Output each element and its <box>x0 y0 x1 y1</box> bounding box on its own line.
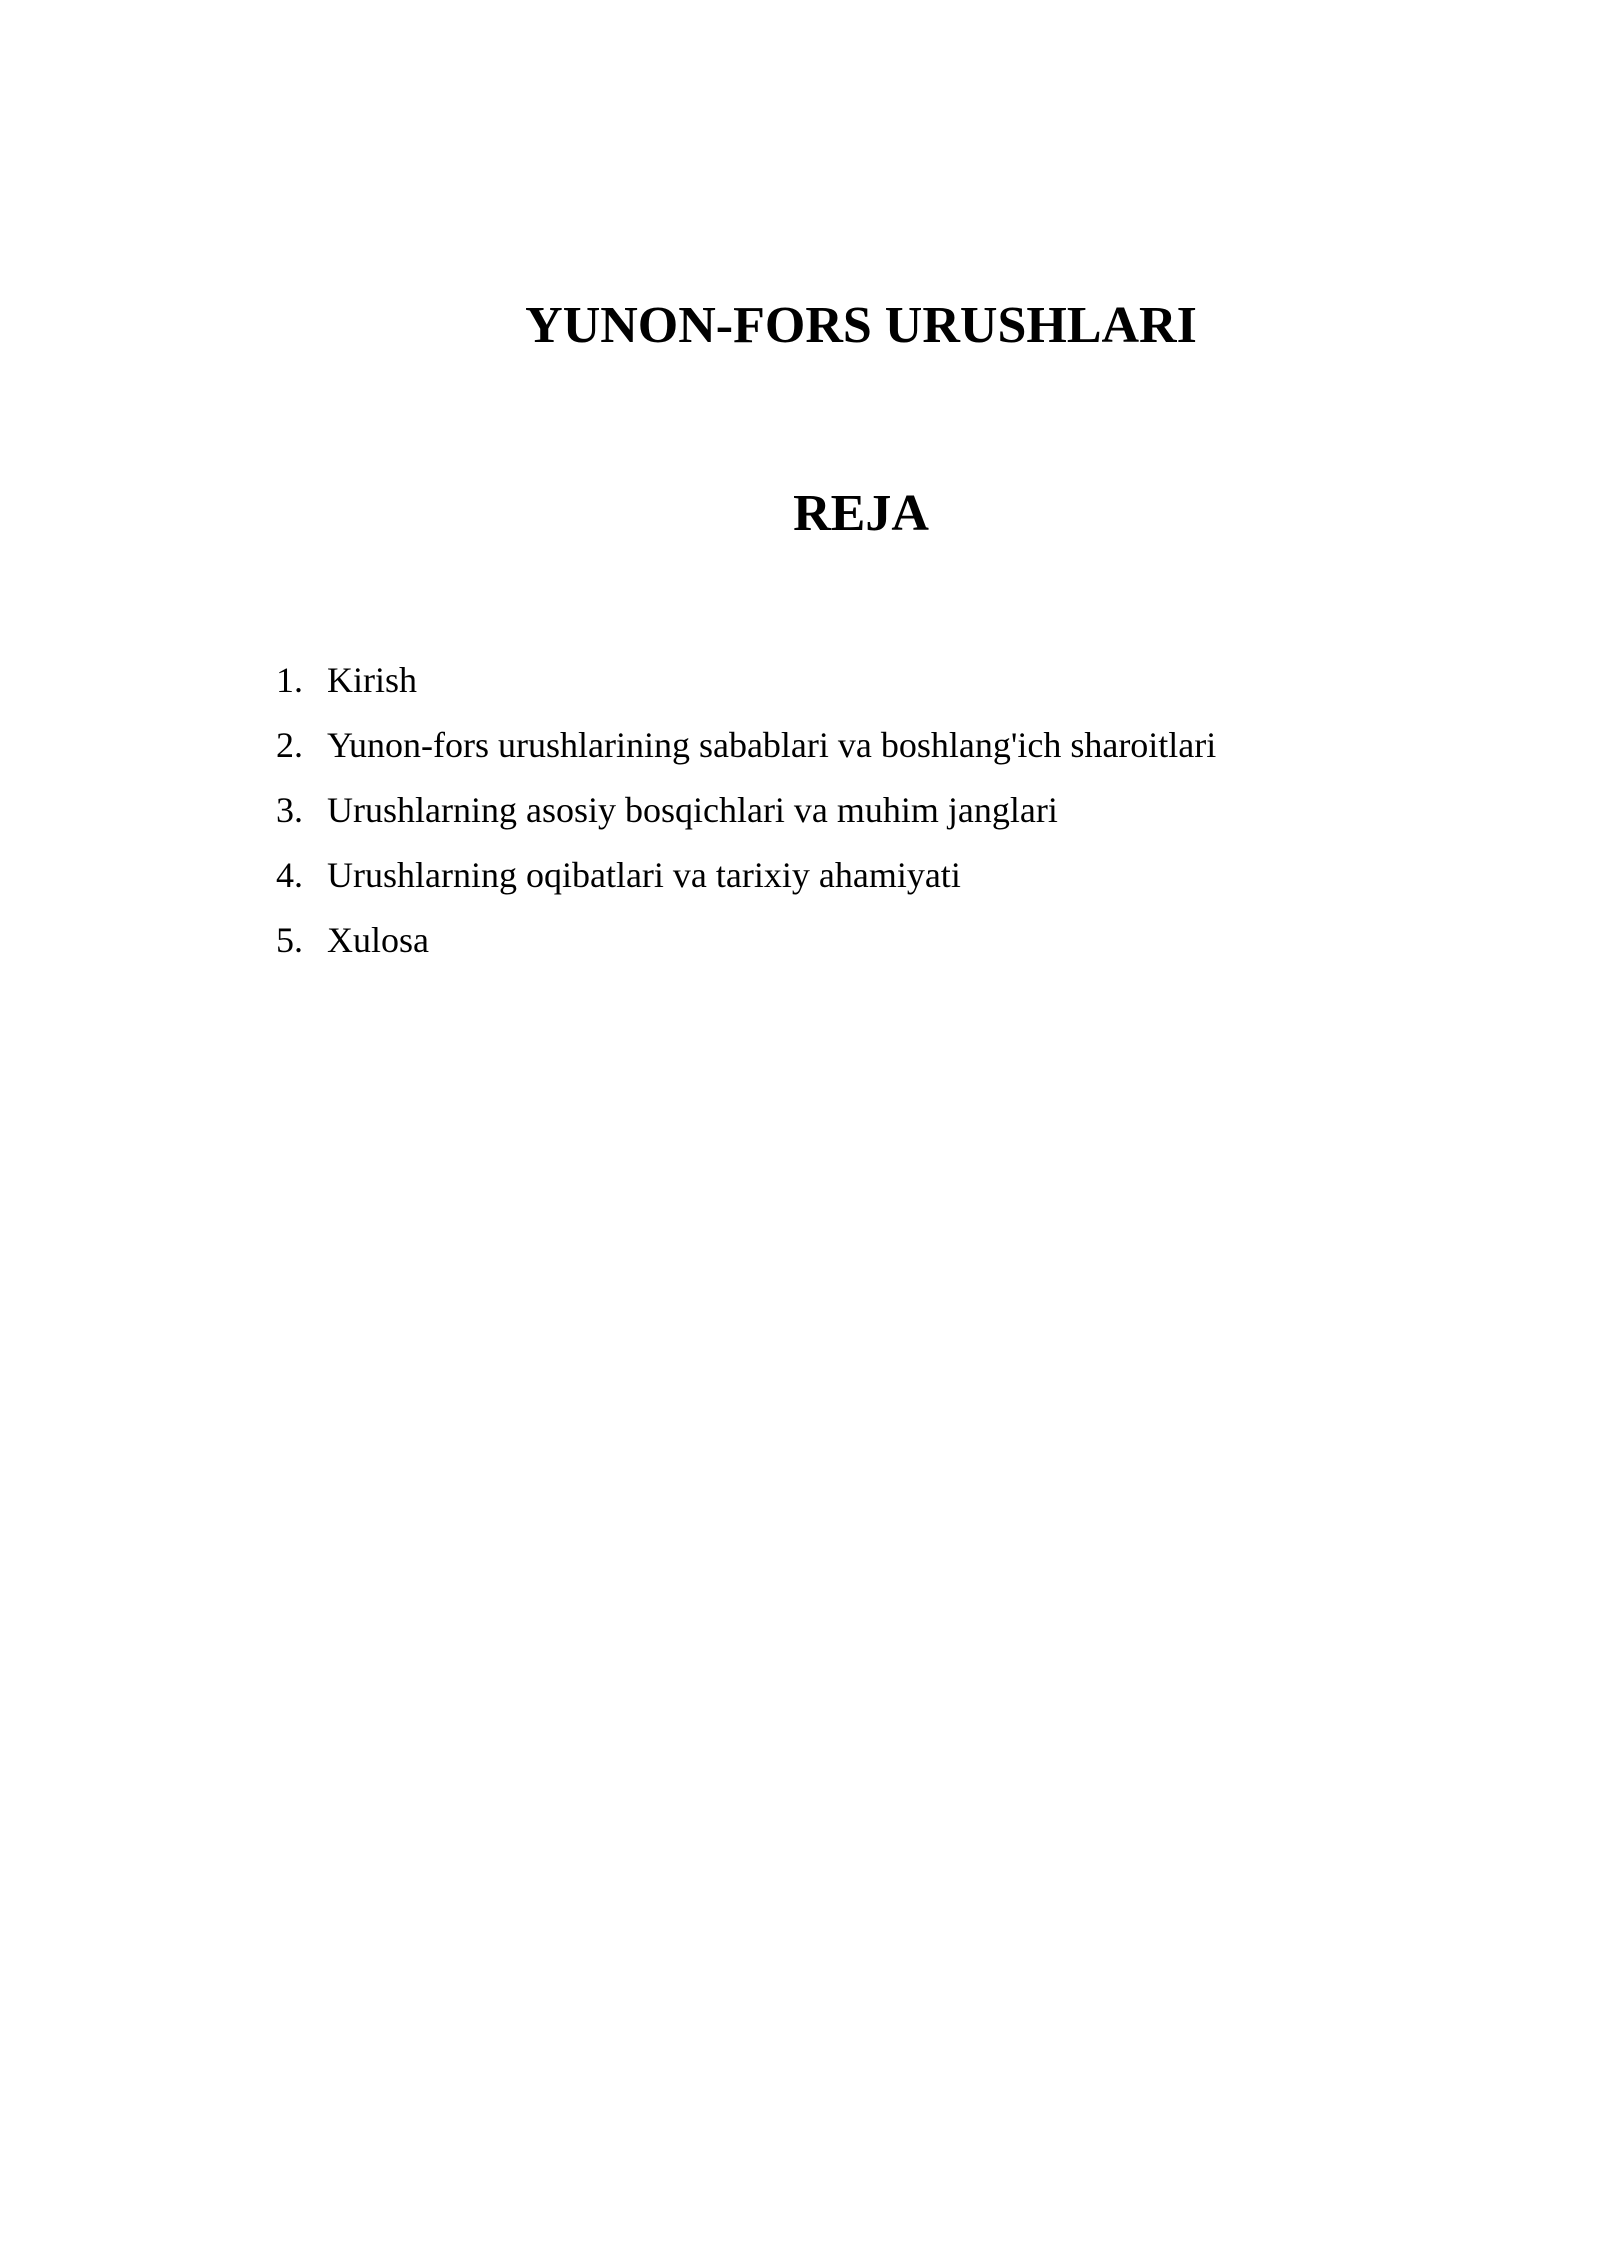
plan-item-number: 5. <box>276 920 303 960</box>
plan-item-4 <box>276 843 1216 908</box>
plan-item-text: Urushlarning oqibatlari va tarixiy ahamiyati <box>327 855 961 895</box>
plan-item-number: 4. <box>276 855 303 895</box>
plan-heading: REJA <box>793 485 929 542</box>
plan-item-5 <box>276 908 1216 973</box>
document-title: YUNON-FORS URUSHLARI <box>525 297 1197 354</box>
plan-item-number: 3. <box>276 790 303 830</box>
plan-item-text: Xulosa <box>327 920 429 960</box>
plan-item-2 <box>276 713 1216 778</box>
plan-item-1 <box>276 648 1216 713</box>
plan-item-3 <box>276 778 1216 843</box>
plan-item-text: Yunon-fors urushlarining sabablari va boshlang'ich sharoitlari <box>327 725 1217 765</box>
plan-list <box>276 648 1216 973</box>
plan-item-text: Urushlarning asosiy bosqichlari va muhim janglari <box>327 790 1058 830</box>
plan-item-number: 1. <box>276 660 303 700</box>
plan-item-number: 2. <box>276 725 303 765</box>
plan-item-text: Kirish <box>327 660 417 700</box>
